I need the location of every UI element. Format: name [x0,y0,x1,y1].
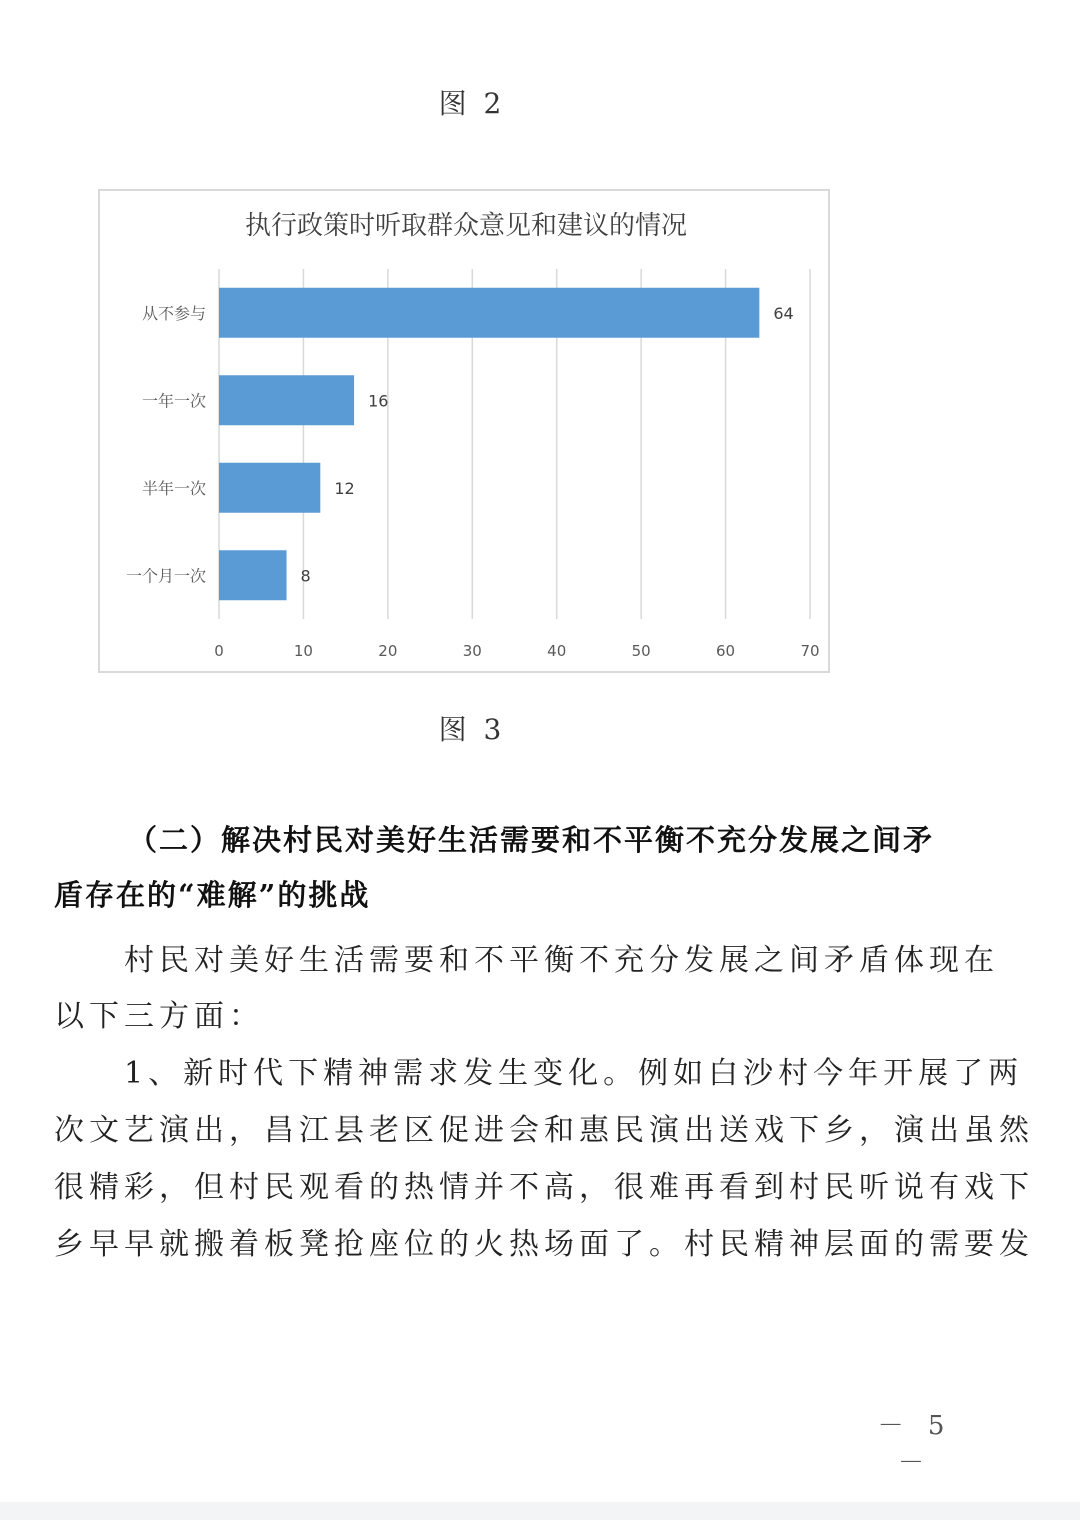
body-text-line: 很精彩，但村民观看的热情并不高，很难再看到村民听说有戏下 [54,1170,1034,1205]
x-tick-label: 50 [631,642,651,660]
x-tick-label: 60 [716,642,736,660]
chart-canvas [100,191,832,675]
data-label: 12 [334,478,355,498]
bar [219,288,759,338]
body-text-line: 次文艺演出，昌江县老区促进会和惠民演出送戏下乡，演出虽然 [54,1113,1034,1148]
figure-caption-3: 图 3 [438,713,506,746]
body-text-line: 村民对美好生活需要和不平衡不充分发展之间矛盾体现在 [54,943,999,978]
data-label: 16 [368,391,389,411]
category-label: 从不参与 [141,303,206,323]
body-text-line: 1、新时代下精神需求发生变化。例如白沙村今年开展了两 [54,1056,1024,1091]
chart-title: 执行政策时听取群众意见和建议的情况 [244,211,688,241]
x-tick-label: 10 [293,642,313,660]
body-text-line: 以下三方面： [54,999,264,1034]
figure-caption-2: 图 2 [438,87,506,120]
bar [219,463,320,513]
bar-chart [98,189,830,673]
x-tick-label: 30 [462,642,482,660]
category-label: 一年一次 [141,391,206,411]
x-tick-label: 40 [547,642,567,660]
data-label: 64 [773,303,794,323]
bar [219,550,287,600]
x-tick-label: 20 [378,642,398,660]
bar [219,375,354,425]
section-heading-line-1: （二）解决村民对美好生活需要和不平衡不充分发展之间矛 [128,823,935,857]
section-heading-line-2: 盾存在的“难解”的挑战 [54,878,371,912]
category-label: 一个月一次 [125,566,206,586]
x-tick-label: 70 [800,642,820,660]
data-label: 8 [300,566,311,586]
body-text-line: 乡早早就搬着板凳抢座位的火热场面了。村民精神层面的需要发 [54,1227,1034,1262]
page-number: － 5 － [877,1411,953,1478]
viewer-bottom-bar [0,1502,1080,1520]
category-label: 半年一次 [141,478,206,498]
x-tick-label: 0 [214,642,224,660]
